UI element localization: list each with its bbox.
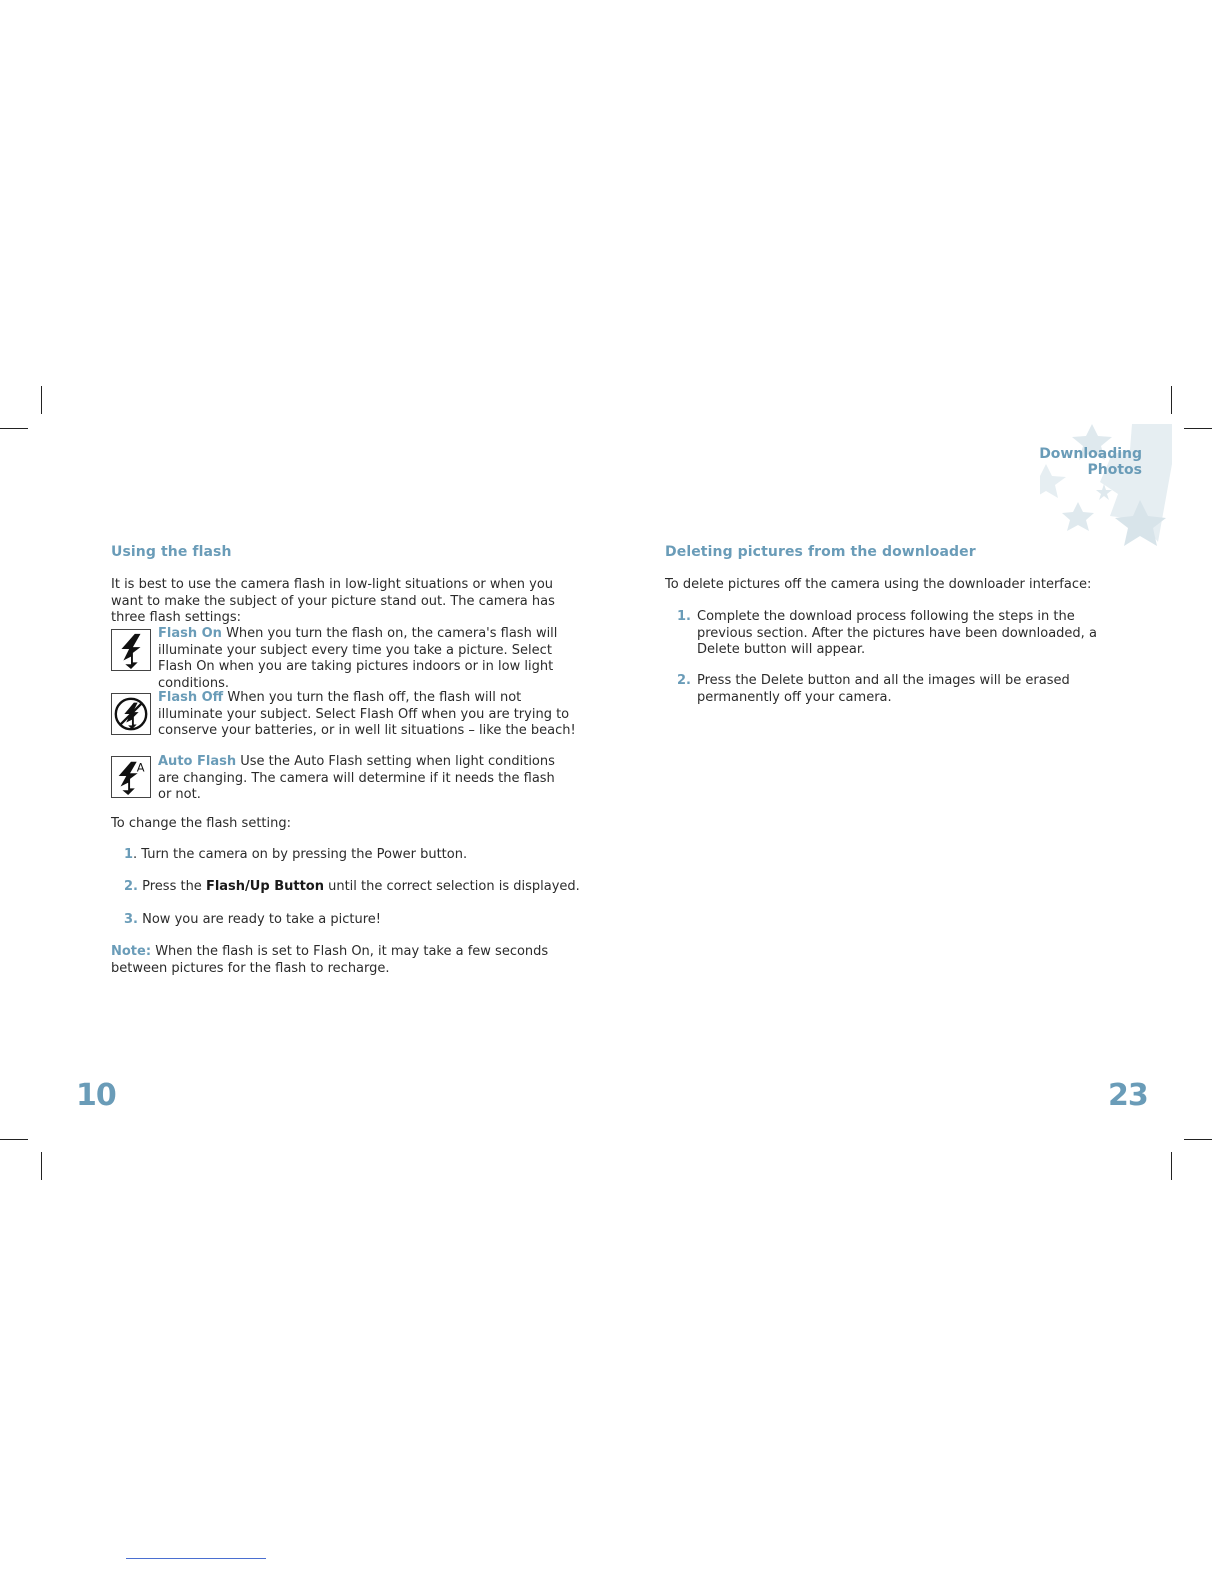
note-label: Note: (111, 944, 152, 959)
auto-flash-label: Auto Flash (158, 754, 237, 769)
step-number: 2. (124, 879, 138, 894)
step-number: 2. (677, 673, 691, 688)
step-text: . Turn the camera on by pressing the Power button. (133, 847, 468, 862)
step-text-post: until the correct selection is displayed. (323, 879, 580, 894)
flash-on-text: When you turn the flash on, the camera's flash will illuminate your subject every time you take a picture. Select Flash On when you are taking pictures indoors or in low light conditions. (158, 626, 558, 691)
page-number-left: 10 (76, 1078, 116, 1113)
flash-off-text: When you turn the flash off, the flash will not illuminate your subject. Select Flash Off when you are trying to conserve your batteries, or in well lit situations – like the beach! (158, 690, 576, 738)
section-label-line2: Photos (1087, 462, 1142, 478)
right-heading: Deleting pictures from the downloader (665, 544, 976, 560)
step-text: Complete the download process following the steps in the previous section. After the pictures have been downloaded, a Delete button will appear. (697, 609, 1097, 657)
step-text: Now you are ready to take a picture! (142, 912, 381, 927)
left-heading: Using the flash (111, 544, 232, 560)
change-intro: To change the flash setting: (111, 816, 292, 831)
stars-decoration-icon (1040, 424, 1180, 546)
flash-on-label: Flash On (158, 626, 222, 641)
crop-mark (1171, 386, 1172, 414)
right-intro: To delete pictures off the camera using the downloader interface: (665, 577, 1092, 592)
note-text: When the flash is set to Flash On, it may take a few seconds between pictures for the flash to recharge. (111, 944, 549, 976)
flash-off-setting (158, 690, 588, 740)
step-bold-text: Flash/Up Button (205, 879, 324, 894)
auto-flash-setting (158, 754, 558, 804)
flash-off-icon (111, 693, 151, 735)
step-number: 3. (124, 912, 138, 927)
crop-mark (41, 1152, 42, 1180)
crop-mark (0, 1139, 28, 1140)
right-step-1 (677, 609, 1122, 659)
flash-off-label: Flash Off (158, 690, 224, 705)
section-label-line1: Downloading (1039, 446, 1142, 462)
step-number: 1. (677, 609, 691, 624)
crop-mark (1171, 1152, 1172, 1180)
svg-text:A: A (136, 760, 145, 775)
page-number-right: 23 (1108, 1078, 1148, 1113)
left-step-3 (124, 912, 381, 929)
crop-mark (1184, 428, 1212, 429)
step-text: Press the (142, 879, 206, 894)
note (111, 944, 581, 977)
left-step-2 (124, 879, 580, 896)
flash-on-setting (158, 626, 588, 692)
left-step-1 (124, 847, 467, 864)
crop-mark (41, 386, 42, 414)
flash-on-icon (111, 629, 151, 671)
right-step-2 (677, 673, 1122, 706)
left-intro: It is best to use the camera flash in low-light situations or when you want to make the subject of your picture stand out. The camera has three flash settings: (111, 577, 555, 625)
crop-mark (0, 428, 28, 429)
section-label (1039, 446, 1142, 478)
auto-flash-text: Use the Auto Flash setting when light conditions are changing. The camera will determine if it needs the flash or not. (158, 754, 555, 802)
step-number: 1 (124, 847, 134, 862)
step-text: Press the Delete button and all the images will be erased permanently off your camera. (697, 673, 1070, 705)
crop-mark (1184, 1139, 1212, 1140)
auto-flash-icon (111, 756, 151, 798)
divider-line (126, 1558, 266, 1559)
